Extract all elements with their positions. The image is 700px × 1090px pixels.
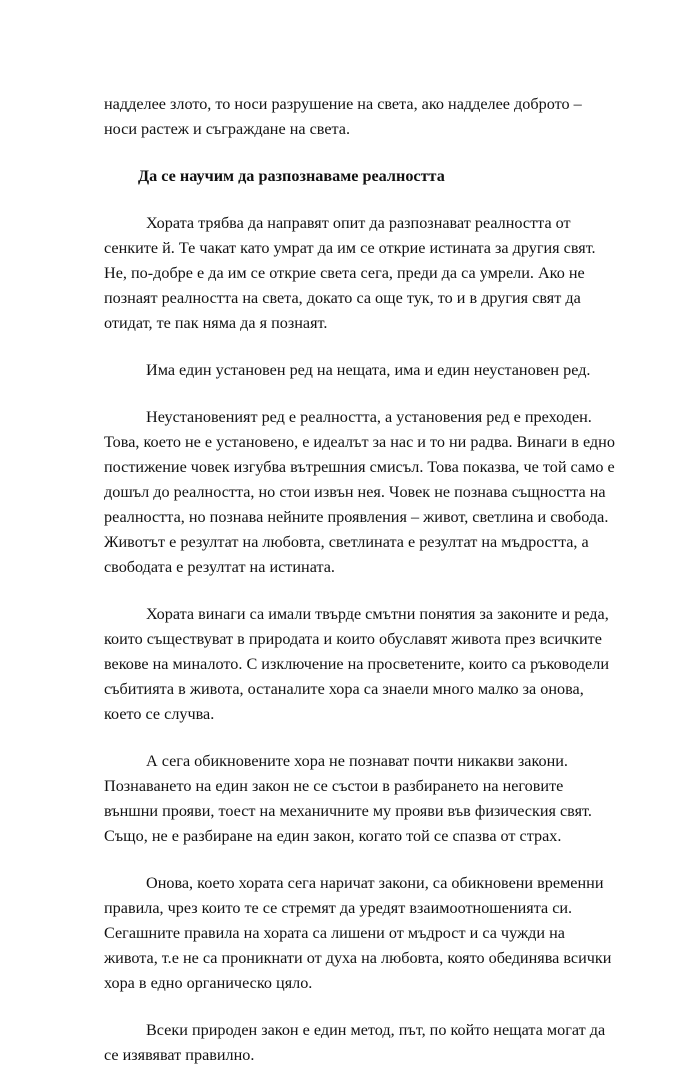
continuation-paragraph: надделее злото, то носи разрушение на света, ако надделее доброто – носи растеж и съграждане на света. (104, 95, 582, 138)
paragraph-2: Има един установен ред на нещата, има и един неустановен ред. (146, 361, 591, 379)
paragraph-4: Хората винаги са имали твърде смътни понятия за законите и реда, които съществуват в природата и които обуславят живота през всичките векове на миналото. С изключение на просветените, които са ръководели събитията в живота, останалите хора са знаели много малко за онова, което се случва. (104, 605, 609, 723)
paragraph-7: Всеки природен закон е един метод, път, по който нещата могат да се изявяват правилно. (104, 1021, 606, 1064)
paragraph-3: Неустановеният ред е реалността, а установения ред е преходен. Това, което не е установено, е идеалът за нас и то ни радва. Винаги в едно постижение човек изгубва вътрешния смисъл. Това показва, че той само е дошъл до реалността, но стои извън нея. Човек не познава същността на реалността, но познава нейните проявления – живот, светлина и свобода. Животът е резултат на любовта, светлината е резултат на мъдростта, а свободата е резултат на истината. (104, 408, 615, 576)
paragraph-1: Хората трябва да направят опит да разпознават реалността от сенките й. Те чакат като умрат да им се открие истината за другия свят. Не, по-добре е да им се открие света сега, преди да са умрели. Ако не познаят реалността на света, докато са още тук, то и в другия свят да отидат, те пак няма да я познаят. (104, 214, 596, 332)
paragraph-6: Онова, което хората сега наричат закони, са обикновени временни правила, чрез които те се стремят да уредят взаимоотношенията си. Сегашните правила на хората са лишени от мъдрост и са чужди на живота, т.е не са проникнати от духа на любовта, която обединява всички хора в едно органическо цяло. (104, 874, 612, 992)
paragraph-5: А сега обикновените хора не познават почти никакви закони. Познаването на един закон не се състои в разбирането на неговите външни прояви, тоест на механичните му прояви във физическия свят. Също, не е разбиране на един закон, когато той се спазва от страх. (104, 752, 592, 845)
document-page (104, 92, 616, 1090)
section-heading: Да се научим да разпознаваме реалността (138, 167, 445, 185)
